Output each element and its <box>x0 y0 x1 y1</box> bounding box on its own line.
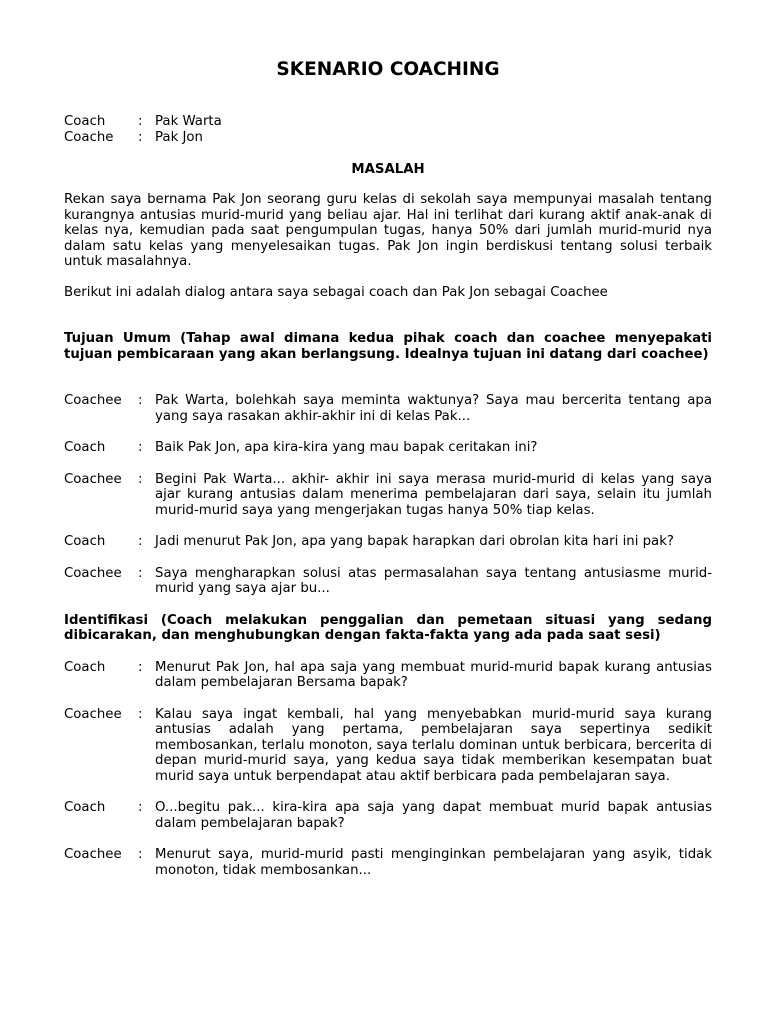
speaker-label: Coach <box>64 800 106 815</box>
dialog-line <box>64 566 712 597</box>
identifikasi-heading: Identifikasi (Coach melakukan penggalian dan pemetaan situasi yang sedang dibicarakan, dan menghubungkan dengan fakta-fakta yang ada pada saat sesi) <box>64 612 712 643</box>
participant-name: Pak Jon <box>155 129 203 145</box>
document-page <box>64 56 712 878</box>
speaker-label: Coachee <box>64 393 122 408</box>
section-title-masalah: MASALAH <box>351 162 425 177</box>
dialog-text: Begini Pak Warta... akhir- akhir ini saya merasa murid-murid di kelas yang saya ajar kurang antusias dalam menerima pembelajaran dari saya, selain itu jumlah murid-murid saya yang mengerjakan tugas hanya 50% tiap kelas. <box>155 471 712 518</box>
participant-name: Pak Warta <box>155 114 222 129</box>
dialog-line <box>64 472 712 519</box>
document-title: SKENARIO COACHING <box>276 59 500 80</box>
participant-coachee <box>64 130 712 146</box>
dialog-text: Pak Warta, bolehkah saya meminta waktunya? Saya mau bercerita tentang apa yang saya rasakan akhir-akhir ini di kelas Pak... <box>155 393 712 424</box>
speaker-label: Coachee <box>64 471 122 487</box>
identifikasi-dialog <box>64 660 712 879</box>
separator: : <box>138 393 143 408</box>
separator: : <box>138 471 143 487</box>
separator: : <box>138 114 143 129</box>
dialog-line <box>64 393 712 424</box>
participant-role: Coach <box>64 114 106 129</box>
separator: : <box>138 129 143 145</box>
participants <box>64 114 712 145</box>
speaker-label: Coach <box>64 659 106 675</box>
participant-role: Coache <box>64 129 114 145</box>
masalah-paragraph: Rekan saya bernama Pak Jon seorang guru kelas di sekolah saya mempunyai masalah tentang kurangnya antusias murid-murid yang beliau ajar. Hal ini terlihat dari kurang aktif anak-anak di kelas nya, kemudian pada saat pengumpulan tugas, hanya 50% dari jumlah murid-murid nya dalam satu kelas yang menyelesaikan tugas. Pak Jon ingin berdiskusi tentang solusi terbaik untuk masalahnya. <box>64 192 712 269</box>
dialog-text: Saya mengharapkan solusi atas permasalahan saya tentang antusiasme murid-murid yang saya ajar bu... <box>155 565 712 596</box>
dialog-line <box>64 534 712 550</box>
separator: : <box>138 565 143 581</box>
separator: : <box>138 659 143 675</box>
speaker-label: Coach <box>64 440 106 455</box>
dialog-text: Kalau saya ingat kembali, hal yang menyebabkan murid-murid saya kurang antusias adalah yang pertama, pembelajaran saya sepertinya sedikit membosankan, terlalu monoton, saya terlalu dominan untuk berbicara, bercerita di depan murid-murid saya, yang kedua saya tidak memberikan kesempatan buat murid saya untuk berpendapat atau aktif berbicara pada pembelajaran saya. <box>155 706 712 784</box>
separator: : <box>138 706 143 722</box>
separator: : <box>138 440 143 455</box>
dialog-line <box>64 660 712 691</box>
dialog-text: Jadi menurut Pak Jon, apa yang bapak harapkan dari obrolan kita hari ini pak? <box>155 534 674 549</box>
separator: : <box>138 847 143 862</box>
speaker-label: Coach <box>64 534 106 549</box>
intro-paragraph: Berikut ini adalah dialog antara saya sebagai coach dan Pak Jon sebagai Coachee <box>64 284 608 300</box>
separator: : <box>138 800 143 815</box>
dialog-text: O...begitu pak... kira-kira apa saja yang dapat membuat murid bapak antusias dalam pembelajaran bapak? <box>155 800 712 831</box>
dialog-line <box>64 707 712 785</box>
dialog-text: Baik Pak Jon, apa kira-kira yang mau bapak ceritakan ini? <box>155 440 538 455</box>
dialog-text: Menurut saya, murid-murid pasti menginginkan pembelajaran yang asyik, tidak monoton, tidak membosankan... <box>155 847 712 878</box>
tujuan-heading: Tujuan Umum (Tahap awal dimana kedua pihak coach dan coachee menyepakati tujuan pembicaraan yang akan berlangsung. Idealnya tujuan ini datang dari coachee) <box>64 331 712 362</box>
speaker-label: Coachee <box>64 565 122 581</box>
speaker-label: Coachee <box>64 706 122 722</box>
tujuan-dialog <box>64 393 712 597</box>
dialog-line <box>64 440 712 456</box>
separator: : <box>138 534 143 549</box>
speaker-label: Coachee <box>64 847 122 862</box>
participant-coach <box>64 114 712 130</box>
dialog-line <box>64 800 712 831</box>
dialog-text: Menurut Pak Jon, hal apa saja yang membuat murid-murid bapak kurang antusias dalam pembelajaran Bersama bapak? <box>155 659 712 690</box>
dialog-line <box>64 847 712 878</box>
